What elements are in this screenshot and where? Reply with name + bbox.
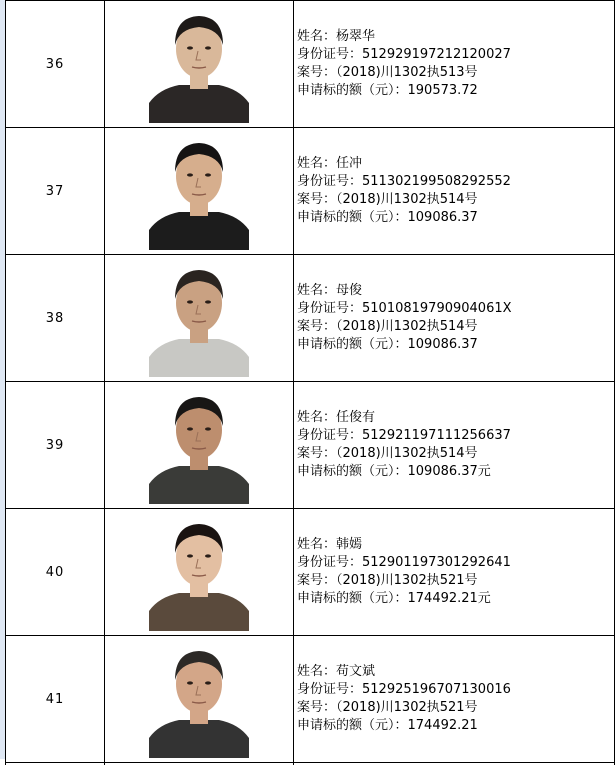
portrait-photo [149, 640, 249, 758]
table-row [6, 255, 615, 382]
row-number: 38 [6, 255, 105, 382]
case-number-line: 案号：（2018)川1302执514号 [297, 445, 614, 463]
info-cell [294, 128, 615, 255]
name-line: 姓名：任俊有 [297, 409, 614, 427]
id-number-line: 身份证号：512921197111256637 [297, 427, 614, 445]
id-number-line: 身份证号：512901197301292641 [297, 554, 614, 572]
row-number: 37 [6, 128, 105, 255]
table-row [6, 128, 615, 255]
info-cell [294, 509, 615, 636]
case-number-line: 案号：（2018)川1302执513号 [297, 64, 614, 82]
row-number: 40 [6, 509, 105, 636]
shoulders [149, 466, 249, 504]
photo-cell [105, 636, 294, 763]
portrait-photo [149, 5, 249, 123]
name-line: 姓名：韩嫣 [297, 536, 614, 554]
portrait-photo [149, 259, 249, 377]
portrait-photo [149, 513, 249, 631]
amount-line: 申请标的额（元）：109086.37元 [297, 463, 614, 481]
case-number-line: 案号：（2018)川1302执514号 [297, 318, 614, 336]
portrait-photo [149, 132, 249, 250]
amount-line: 申请标的额（元）：109086.37 [297, 336, 614, 354]
table-body [6, 1, 615, 765]
shoulders [149, 212, 249, 250]
portrait-svg [149, 132, 249, 250]
photo-cell [105, 509, 294, 636]
portrait-svg [149, 259, 249, 377]
table-row [6, 636, 615, 763]
amount-line: 申请标的额（元）：109086.37 [297, 209, 614, 227]
shoulders [149, 720, 249, 758]
portrait-svg [149, 513, 249, 631]
id-number-line: 身份证号：512925196707130016 [297, 681, 614, 699]
photo-cell [105, 382, 294, 509]
info-cell [294, 255, 615, 382]
amount-line: 申请标的额（元）：174492.21 [297, 717, 614, 735]
portrait-svg [149, 5, 249, 123]
portrait-photo [149, 386, 249, 504]
name-line: 姓名：母俊 [297, 282, 614, 300]
photo-cell [105, 1, 294, 128]
case-number-line: 案号：（2018)川1302执521号 [297, 699, 614, 717]
case-number-line: 案号：（2018)川1302执521号 [297, 572, 614, 590]
table-row [6, 382, 615, 509]
photo-cell [105, 255, 294, 382]
name-line: 姓名：任冲 [297, 155, 614, 173]
id-number-line: 身份证号：51010819790904061X [297, 300, 614, 318]
id-number-line: 身份证号：512929197212120027 [297, 46, 614, 64]
info-cell [294, 636, 615, 763]
row-number: 36 [6, 1, 105, 128]
table-row [6, 1, 615, 128]
row-number: 39 [6, 382, 105, 509]
id-number-line: 身份证号：511302199508292552 [297, 173, 614, 191]
portrait-svg [149, 640, 249, 758]
shoulders [149, 593, 249, 631]
amount-line: 申请标的额（元）：190573.72 [297, 82, 614, 100]
case-number-line: 案号：（2018)川1302执514号 [297, 191, 614, 209]
photo-cell [105, 128, 294, 255]
name-line: 姓名：杨翠华 [297, 28, 614, 46]
persons-table [5, 0, 615, 765]
shoulders [149, 85, 249, 123]
shoulders [149, 339, 249, 377]
row-number: 41 [6, 636, 105, 763]
name-line: 姓名：苟文斌 [297, 663, 614, 681]
info-cell [294, 1, 615, 128]
table-row [6, 509, 615, 636]
amount-line: 申请标的额（元）：174492.21元 [297, 590, 614, 608]
portrait-svg [149, 386, 249, 504]
info-cell [294, 382, 615, 509]
